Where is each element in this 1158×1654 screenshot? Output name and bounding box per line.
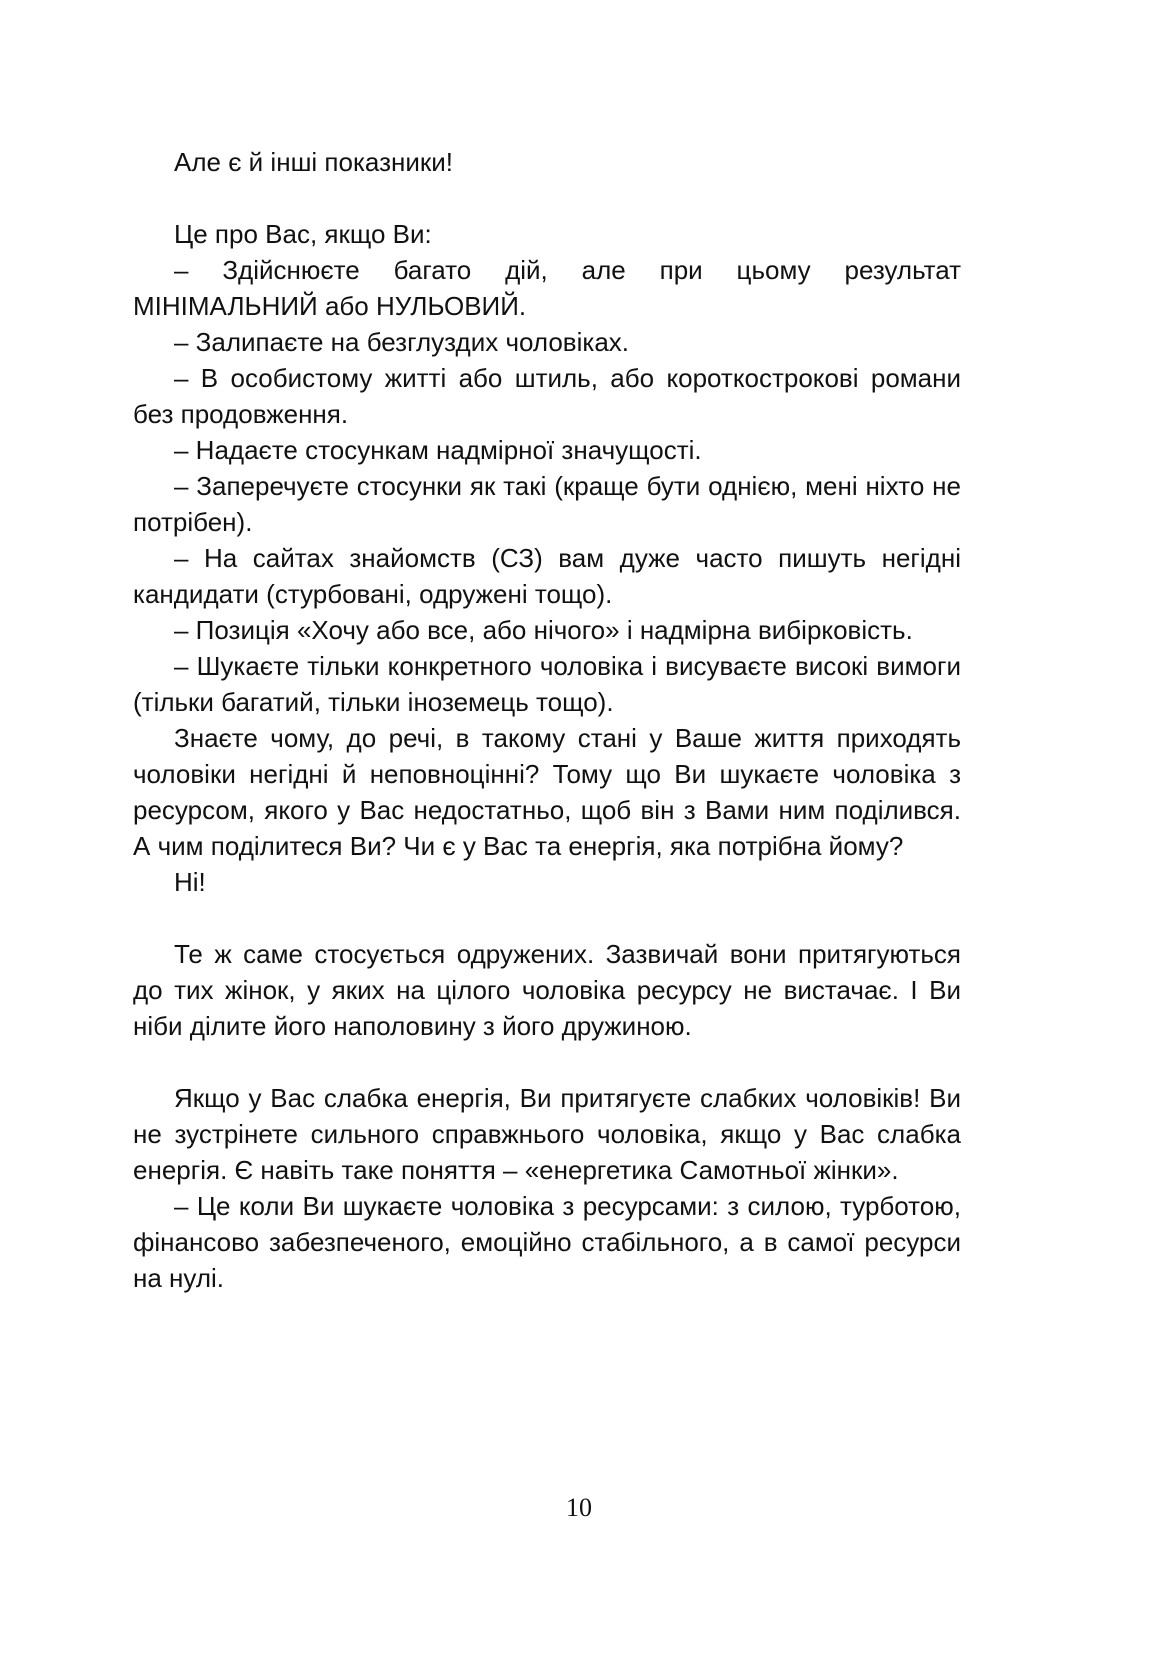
- paragraph-question: Знаєте чому, до речі, в такому стані у Ваше життя приходять чоловіки негідні й неповноцінні? Тому що Ви шукаєте чоловіка з ресурсом, якого у Вас недостатньо, щоб він з Вами ним поділився. А чим поділитеся Ви? Чи є у Вас та енергія, яка потрібна йому?: [133, 723, 961, 861]
- paragraph-list-lead: Це про Вас, якщо Ви:: [174, 219, 432, 249]
- paragraph-gap: [133, 900, 961, 936]
- paragraph-intro: Але є й інші показники!: [174, 147, 454, 177]
- paragraph-gap: [133, 1044, 961, 1080]
- list-item: – Шукаєте тільки конкретного чоловіка і висуваєте високі вимоги (тільки багатий, тільки іноземець тощо).: [133, 651, 961, 717]
- paragraph-married: Те ж саме стосується одружених. Зазвичай вони притягуються до тих жінок, у яких на цілого чоловіка ресурсу не вистачає. І Ви ніби ділите його наполовину з його дружиною.: [133, 939, 961, 1041]
- list-item: – Позиція «Хочу або все, або нічого» і надмірна вибірковість.: [174, 615, 913, 645]
- list-item: – Здійснюєте багато дій, але при цьому результат МІНІМАЛЬНИЙ або НУЛЬОВИЙ.: [133, 255, 961, 321]
- paragraph-weak-energy: Якщо у Вас слабка енергія, Ви притягуєте слабких чоловіків! Ви не зустрінете сильного справжнього чоловіка, якщо у Вас слабка енергія. Є навіть таке поняття – «енергетика Самотньої жінки».: [133, 1083, 961, 1185]
- list-item: – Залипаєте на безглуздих чоловіках.: [174, 327, 630, 357]
- paragraph-gap: [133, 180, 961, 216]
- list-item: – В особистому житті або штиль, або короткострокові романи без продовження.: [133, 363, 961, 429]
- paragraph-definition: – Це коли Ви шукаєте чоловіка з ресурсами: з силою, турботою, фінансово забезпеченого, емоційно стабільного, а в самої ресурси на нулі.: [133, 1191, 961, 1293]
- list-item: – Заперечуєте стосунки як такі (краще бути однією, мені ніхто не потрібен).: [133, 471, 961, 537]
- body-text: [133, 144, 961, 1296]
- list-item: – Надаєте стосункам надмірної значущості.: [174, 435, 702, 465]
- paragraph-answer: Ні!: [174, 867, 206, 897]
- page-number: 10: [566, 1493, 592, 1522]
- list-item: – На сайтах знайомств (СЗ) вам дуже часто пишуть негідні кандидати (стурбовані, одружені тощо).: [133, 543, 961, 609]
